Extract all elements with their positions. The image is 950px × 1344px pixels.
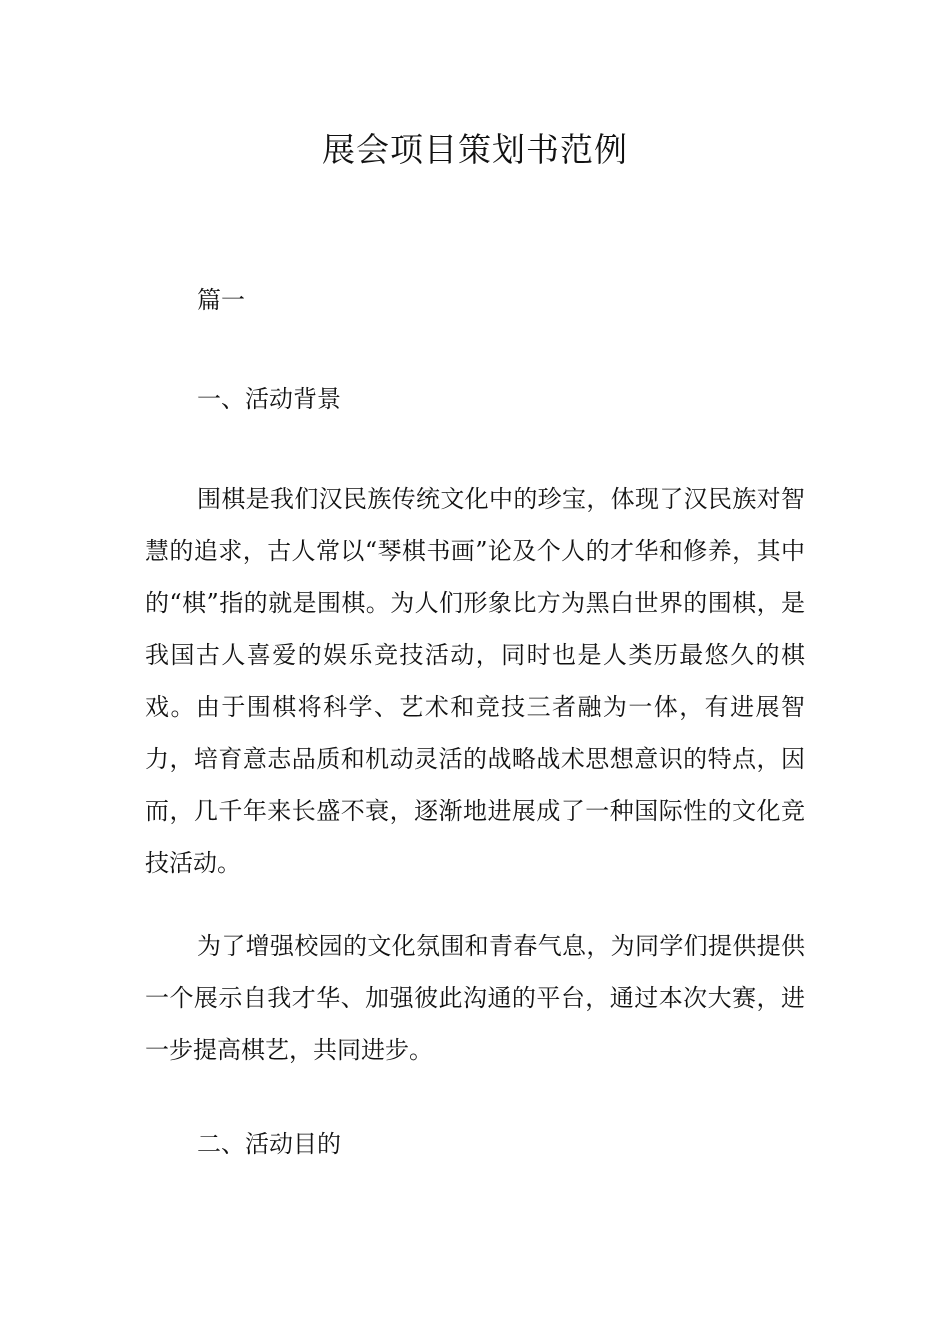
heading-activity-goal: 二、活动目的: [197, 1130, 341, 1158]
section-label: 篇一: [197, 286, 245, 314]
paragraph-background: 围棋是我们汉民族传统文化中的珍宝，体现了汉民族对智慧的追求，古人常以“琴棋书画”论及个人的才华和修养，其中的“棋”指的就是围棋。为人们形象比方为黑白世界的围棋，是我国古人喜爱的娱乐竞技活动，同时也是人类历最悠久的棋戏。由于围棋将科学、艺术和竞技三者融为一体，有进展智力，培育意志品质和机动灵活的战略战术思想意识的特点，因而，几千年来长盛不衰，逐渐地进展成了一种国际性的文化竞技活动。: [145, 485, 805, 877]
document-title: 展会项目策划书范例: [322, 130, 628, 169]
paragraph-purpose-intro: 为了增强校园的文化氛围和青春气息，为同学们提供提供一个展示自我才华、加强彼此沟通的平台，通过本次大赛，进一步提高棋艺，共同进步。: [145, 932, 805, 1064]
heading-activity-background: 一、活动背景: [197, 385, 341, 413]
